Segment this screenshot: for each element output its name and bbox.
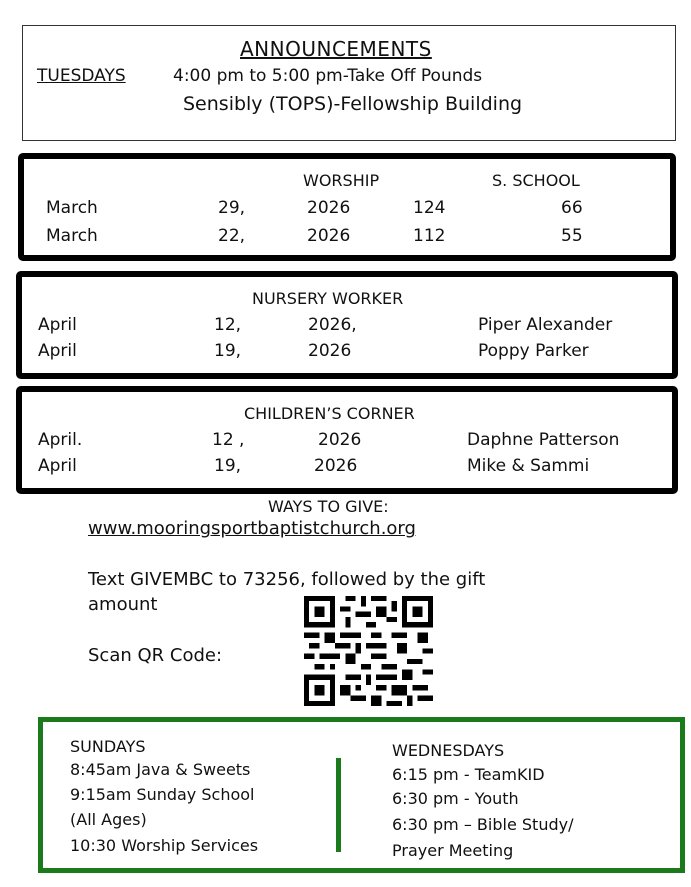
- sunday-item: 10:30 Worship Services: [70, 836, 259, 855]
- nursery-day: 19,: [214, 341, 242, 361]
- qr-code-icon[interactable]: [304, 596, 433, 706]
- attendance-school-count: 55: [561, 226, 583, 246]
- announcements-line-1: 4:00 pm to 5:00 pm-Take Off Pounds: [173, 66, 483, 86]
- childrens-corner-name: Mike & Sammi: [467, 456, 590, 476]
- attendance-worship-count: 124: [413, 198, 446, 218]
- childrens-corner-year: 2026: [318, 430, 362, 450]
- attendance-year: 2026: [307, 226, 351, 246]
- announcements-line-2: Sensibly (TOPS)-Fellowship Building: [183, 93, 523, 115]
- sunday-item: 9:15am Sunday School: [70, 785, 255, 804]
- wednesday-item: Prayer Meeting: [392, 841, 514, 860]
- attendance-day: 29,: [218, 198, 246, 218]
- sunday-item: 8:45am Java & Sweets: [70, 760, 251, 779]
- nursery-year: 2026: [308, 341, 352, 361]
- nursery-month: April: [38, 315, 77, 335]
- nursery-title: NURSERY WORKER: [252, 289, 404, 308]
- nursery-day: 12,: [214, 315, 242, 335]
- sunday-school-header: S. SCHOOL: [492, 171, 580, 190]
- childrens-corner-name: Daphne Patterson: [467, 430, 620, 450]
- attendance-month: March: [46, 226, 98, 246]
- nursery-worker-name: Piper Alexander: [478, 315, 613, 335]
- attendance-day: 22,: [218, 226, 246, 246]
- attendance-year: 2026: [307, 198, 351, 218]
- announcements-title: ANNOUNCEMENTS: [240, 37, 432, 61]
- text-to-give-line-1: Text GIVEMBC to 73256, followed by the gift: [88, 569, 486, 590]
- scan-qr-label: Scan QR Code:: [88, 645, 223, 666]
- childrens-corner-day: 19,: [214, 456, 242, 476]
- childrens-corner-year: 2026: [314, 456, 358, 476]
- schedule-divider: [336, 758, 341, 852]
- attendance-month: March: [46, 198, 98, 218]
- attendance-worship-count: 112: [413, 226, 446, 246]
- ways-to-give-title: WAYS TO GIVE:: [268, 497, 389, 516]
- childrens-corner-month: April.: [38, 430, 83, 450]
- wednesdays-title: WEDNESDAYS: [392, 741, 505, 760]
- childrens-corner-day: 12 ,: [212, 430, 245, 450]
- text-to-give-line-2: amount: [88, 594, 158, 615]
- worship-header: WORSHIP: [303, 171, 380, 190]
- sundays-title: SUNDAYS: [70, 737, 146, 756]
- wednesday-item: 6:30 pm – Bible Study/: [392, 815, 574, 834]
- church-website-link[interactable]: www.mooringsportbaptistchurch.org: [88, 518, 416, 539]
- nursery-month: April: [38, 341, 77, 361]
- announcements-day: TUESDAYS: [37, 66, 126, 86]
- attendance-school-count: 66: [561, 198, 583, 218]
- sunday-item: (All Ages): [70, 810, 147, 829]
- wednesday-item: 6:30 pm - Youth: [392, 789, 519, 808]
- nursery-year: 2026,: [308, 315, 357, 335]
- childrens-corner-title: CHILDREN’S CORNER: [244, 404, 415, 423]
- childrens-corner-month: April: [38, 456, 77, 476]
- nursery-worker-name: Poppy Parker: [478, 341, 589, 361]
- wednesday-item: 6:15 pm - TeamKID: [392, 765, 545, 784]
